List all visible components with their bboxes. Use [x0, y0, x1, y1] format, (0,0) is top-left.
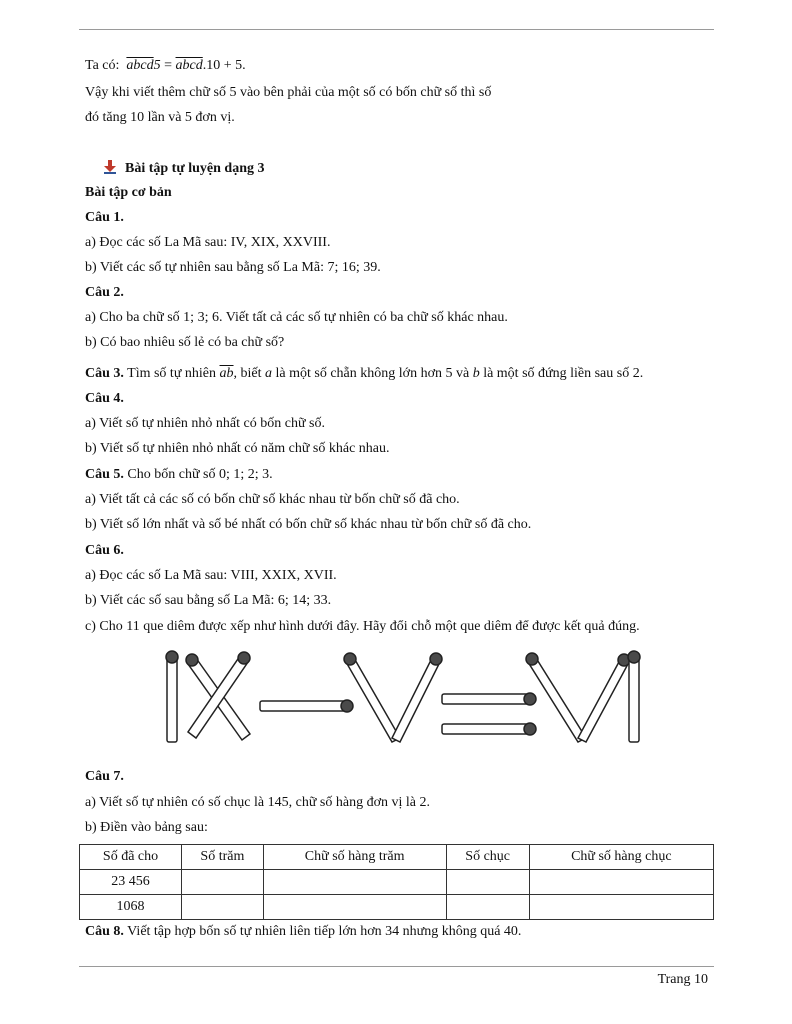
header-rule	[79, 29, 714, 30]
table-header-row	[80, 845, 714, 870]
q7-label: Câu 7.	[85, 769, 124, 784]
q2-a: a) Cho ba chữ số 1; 3; 6. Viết tất cả các số tự nhiên có ba chữ số khác nhau.	[85, 310, 508, 325]
footer-rule	[79, 966, 714, 967]
matchstick	[442, 723, 536, 735]
matchstick	[628, 651, 640, 742]
table-header-cell: Số chục	[446, 845, 529, 870]
q5-a: a) Viết tất cả các số có bốn chữ số khác nhau từ bốn chữ số đã cho.	[85, 492, 460, 507]
matchstick	[344, 653, 400, 742]
formula-lhs-digit: 5	[153, 58, 161, 73]
formula-lhs-overline: abcd	[126, 58, 154, 73]
table-header-cell: Số trăm	[182, 845, 264, 870]
table-row	[80, 895, 714, 920]
matchstick	[442, 693, 536, 705]
q7-b: b) Điền vào bảng sau:	[85, 820, 208, 835]
q3-var-b: b	[472, 366, 480, 381]
table-cell	[446, 895, 529, 920]
matchstick	[260, 700, 353, 712]
q5-b: b) Viết số lớn nhất và số bé nhất có bốn chữ số khác nhau từ bốn chữ số đã cho.	[85, 517, 532, 532]
q6-c: c) Cho 11 que diêm được xếp như hình dưới đây. Hãy đổi chỗ một que diêm để được kết quả đúng.	[85, 619, 640, 634]
table-cell	[446, 870, 529, 895]
table-cell	[182, 870, 264, 895]
page-number: Trang 10	[657, 972, 708, 987]
table-cell: 1068	[80, 895, 182, 920]
q4-b: b) Viết số tự nhiên nhỏ nhất có năm chữ số khác nhau.	[85, 441, 390, 456]
subsection-title: Bài tập cơ bản	[85, 185, 172, 200]
q6-label: Câu 6.	[85, 543, 124, 558]
q1-a: a) Đọc các số La Mã sau: IV, XIX, XXVIII.	[85, 235, 331, 250]
table-cell	[529, 895, 713, 920]
q3	[85, 365, 643, 383]
q3-text-1: Tìm số tự nhiên	[123, 366, 220, 381]
q4-label: Câu 4.	[85, 391, 124, 406]
q3-ab-overline: $\overline{ab}$	[219, 366, 234, 381]
section-title	[85, 158, 265, 178]
formula-line	[85, 57, 246, 75]
matchstick	[392, 653, 442, 742]
formula-rhs-tail: .10 + 5.	[202, 58, 246, 73]
q2-label: Câu 2.	[85, 285, 124, 300]
q5-text: Cho bốn chữ số 0; 1; 2; 3.	[123, 467, 273, 482]
q6-b: b) Viết các số sau bằng số La Mã: 6; 14; 33.	[85, 593, 332, 608]
matchstick	[578, 654, 630, 742]
table-row	[80, 870, 714, 895]
q5-label: Câu 5.	[85, 467, 124, 482]
formula-prefix: Ta có:	[85, 58, 120, 73]
table-header-cell: Chữ số hàng chục	[529, 845, 713, 870]
table-cell	[182, 895, 264, 920]
table-cell	[263, 870, 446, 895]
q3-text-4: là một số đứng liền sau số 2.	[479, 366, 644, 381]
q6-a: a) Đọc các số La Mã sau: VIII, XXIX, XVII.	[85, 568, 337, 583]
formula-eq: =	[164, 58, 173, 73]
q8	[85, 923, 521, 941]
q5	[85, 466, 273, 484]
q2-b: b) Có bao nhiêu số lẻ có ba chữ số?	[85, 335, 285, 350]
q1-label: Câu 1.	[85, 210, 124, 225]
intro-line-2: đó tăng 10 lần và 5 đơn vị.	[85, 110, 235, 125]
q4-a: a) Viết số tự nhiên nhỏ nhất có bốn chữ số.	[85, 416, 325, 431]
table-header-cell: Số đã cho	[80, 845, 182, 870]
q3-text-2: , biết	[233, 366, 266, 381]
matchstick-equation-figure	[150, 646, 650, 746]
q3-label: Câu 3.	[85, 366, 124, 381]
down-arrow-bullet-icon	[103, 160, 117, 174]
q1-b: b) Viết các số tự nhiên sau bằng số La Mã: 7; 16; 39.	[85, 260, 381, 275]
intro-line-1: Vậy khi viết thêm chữ số 5 vào bên phải của một số có bốn chữ số thì số	[85, 85, 492, 100]
q8-text: Viết tập hợp bốn số tự nhiên liên tiếp lớn hơn 34 nhưng không quá 40.	[123, 924, 522, 939]
q8-label: Câu 8.	[85, 924, 124, 939]
q3-text-3: là một số chẵn không lớn hơn 5 và	[272, 366, 473, 381]
table-cell	[529, 870, 713, 895]
table-cell: 23 456	[80, 870, 182, 895]
q3-var-a: a	[265, 366, 273, 381]
place-value-table	[79, 844, 714, 920]
table-header-cell: Chữ số hàng trăm	[263, 845, 446, 870]
table-cell	[263, 895, 446, 920]
q7-a: a) Viết số tự nhiên có số chục là 145, chữ số hàng đơn vị là 2.	[85, 795, 430, 810]
section-title-text: Bài tập tự luyện dạng 3	[125, 161, 265, 176]
matchstick	[166, 651, 178, 742]
formula-rhs-overline: abcd	[175, 58, 203, 73]
